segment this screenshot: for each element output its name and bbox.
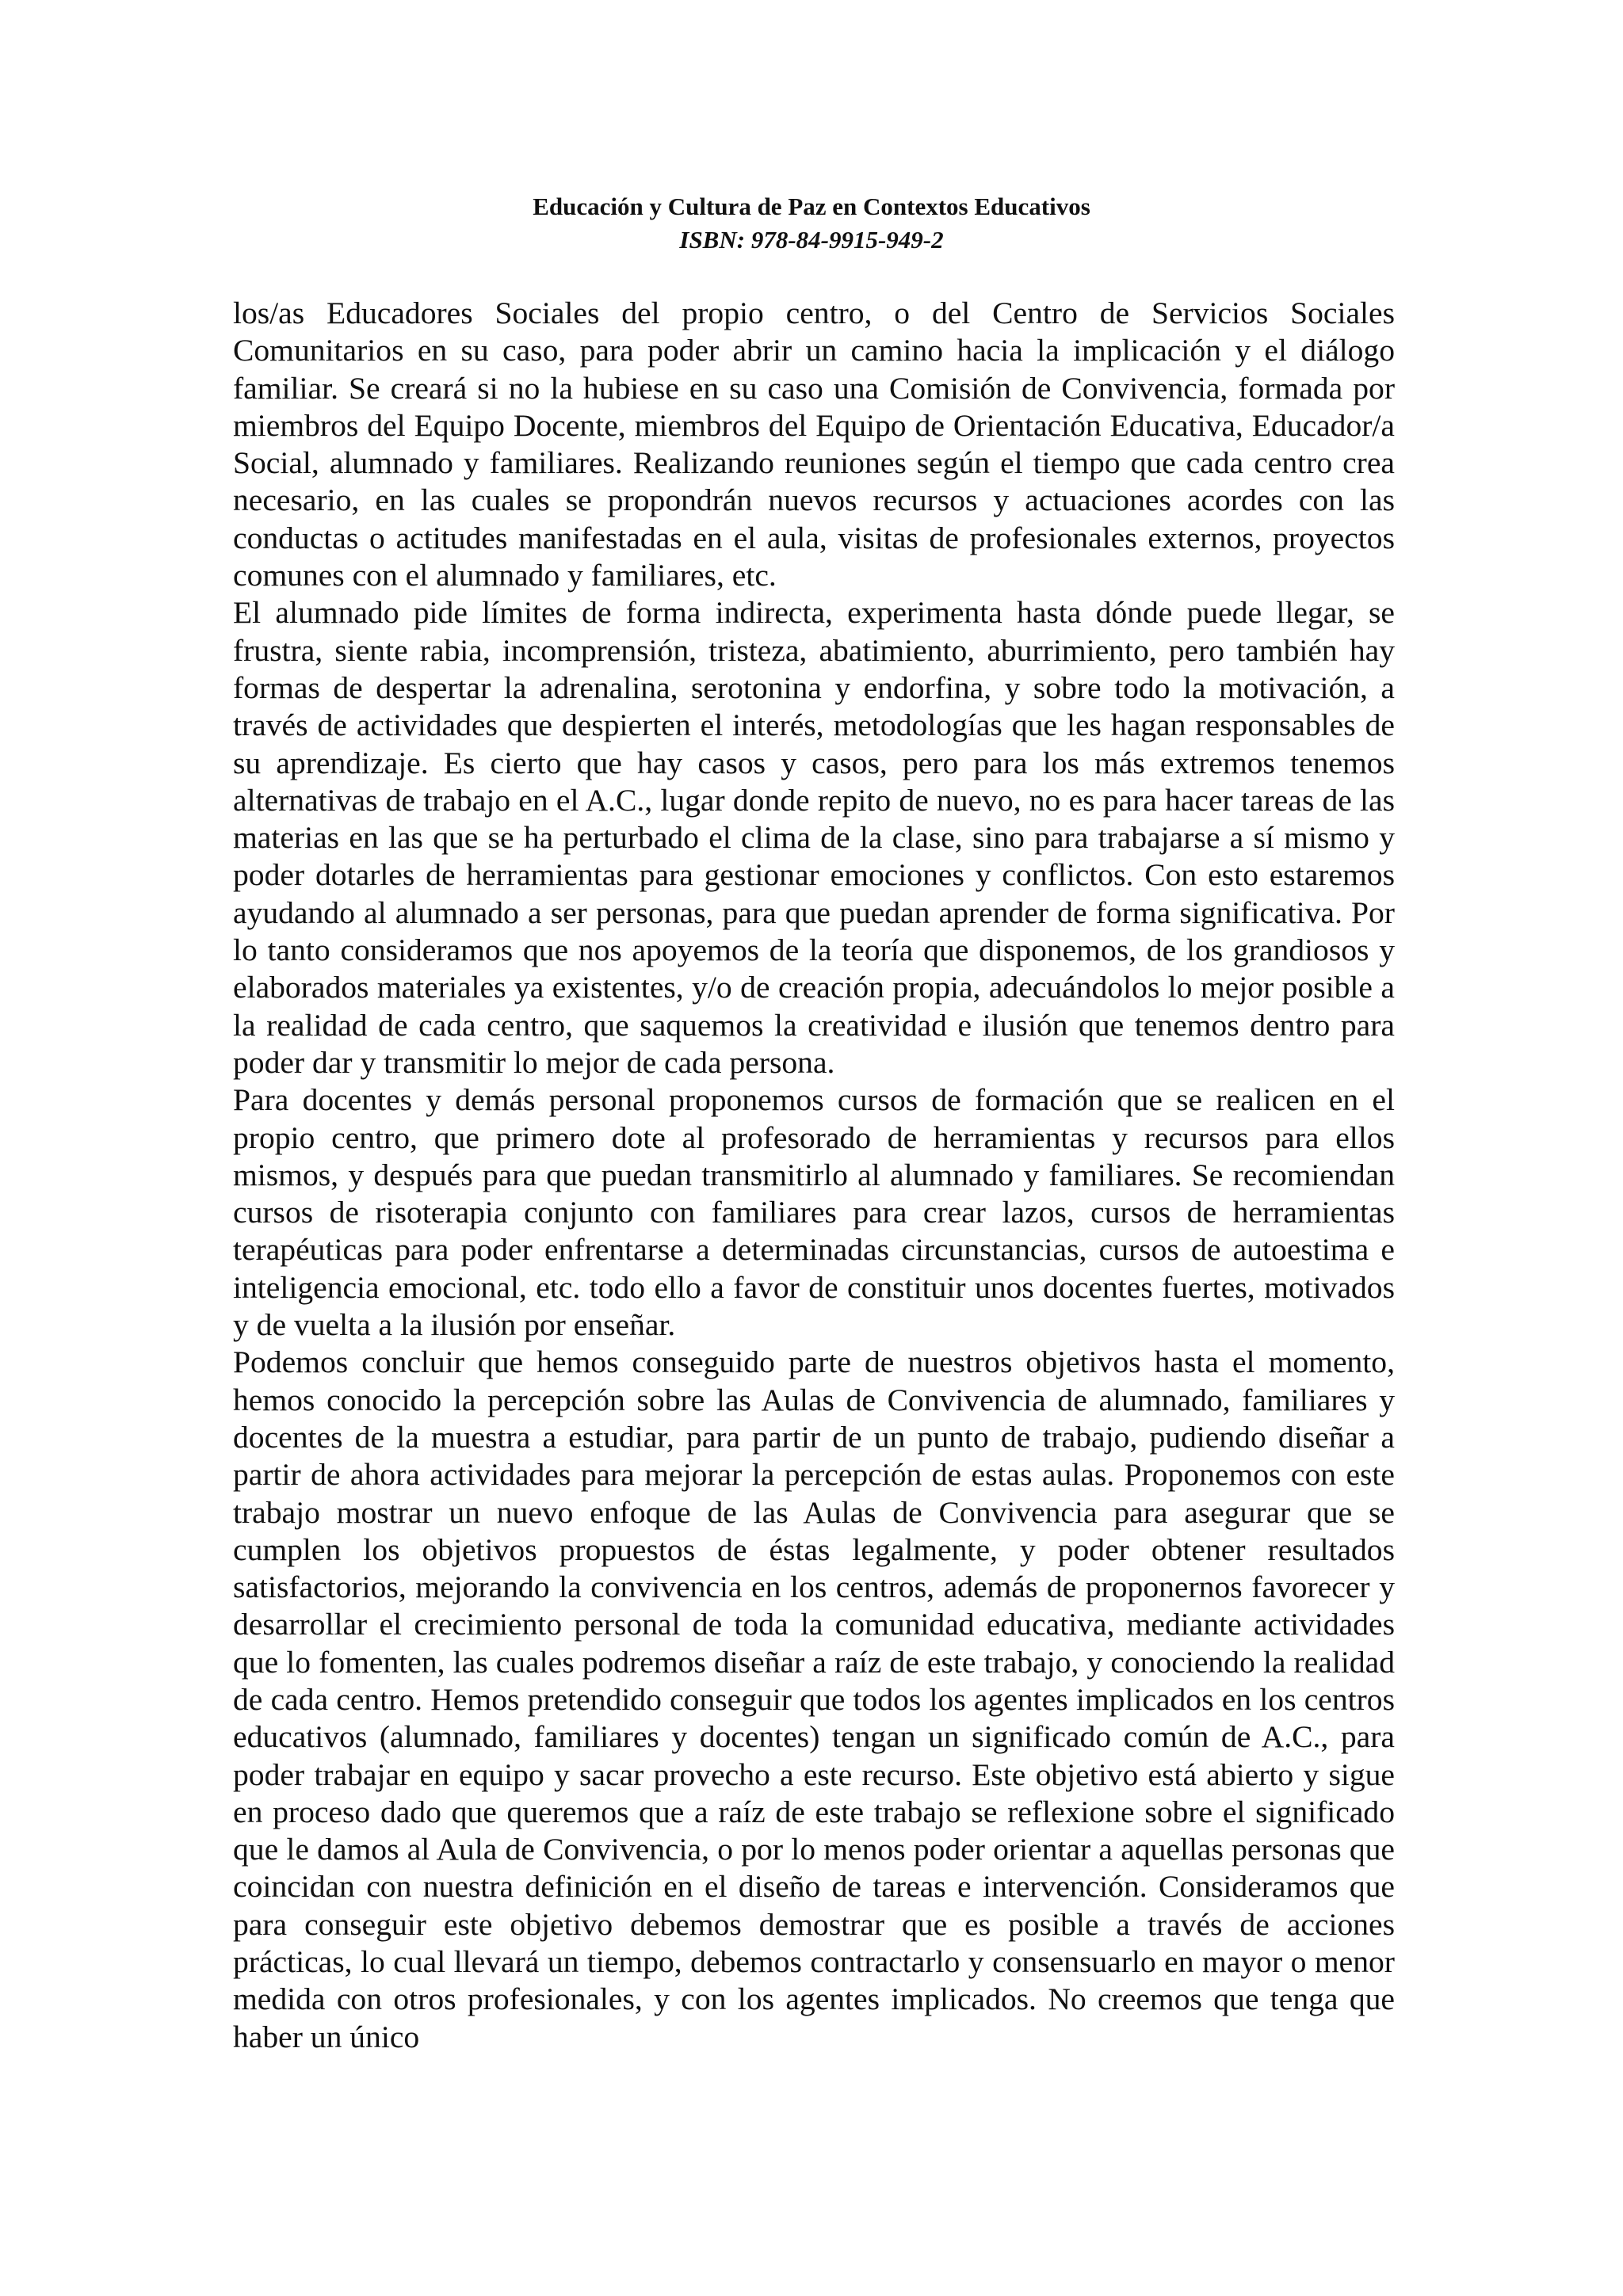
paragraph: Para docentes y demás personal proponemos cursos de formación que se realicen en el propio centro, que primero dote al profesorado de herramientas y recursos para ellos mismos, y después para que puedan transmitirlo al alumnado y familiares. Se recomiendan cursos de risoterapia conjunto con familiares para crear lazos, cursos de herramientas terapéuticas para poder enfrentarse a determinadas circunstancias, cursos de autoestima e inteligencia emocional, etc. todo ello a favor de constituir unos docentes fuertes, motivados y de vuelta a la ilusión por enseñar. bbox=[233, 1082, 1395, 1343]
paragraph: El alumnado pide límites de forma indirecta, experimenta hasta dónde puede llegar, se frustra, siente rabia, incomprensión, tristeza, abatimiento, aburrimiento, pero también hay formas de despertar la adrenalina, serotonina y endorfina, y sobre todo la motivación, a través de actividades que despierten el interés, metodologías que les hagan responsables de su aprendizaje. Es cierto que hay casos y casos, pero para los más extremos tenemos alternativas de trabajo en el A.C., lugar donde repito de nuevo, no es para hacer tareas de las materias en las que se ha perturbado el clima de la clase, sino para trabajarse a sí mismo y poder dotarles de herramientas para gestionar emociones y conflictos. Con esto estaremos ayudando al alumnado a ser personas, para que puedan aprender de forma significativa. Por lo tanto consideramos que nos apoyemos de la teoría que disponemos, de los grandiosos y elaborados materiales ya existentes, y/o de creación propia, adecuándolos lo mejor posible a la realidad de cada centro, que saquemos la creatividad e ilusión que tenemos dentro para poder dar y transmitir lo mejor de cada persona. bbox=[233, 595, 1395, 1080]
book-title: Educación y Cultura de Paz en Contextos Educativos bbox=[533, 193, 1090, 220]
paragraph: los/as Educadores Sociales del propio centro, o del Centro de Servicios Sociales Comunitarios en su caso, para poder abrir un camino hacia la implicación y el diálogo familiar. Se creará si no la hubiese en su caso una Comisión de Convivencia, formada por miembros del Equipo Docente, miembros del Equipo de Orientación Educativa, Educador/a Social, alumnado y familiares. Realizando reuniones según el tiempo que cada centro crea necesario, en las cuales se propondrán nuevos recursos y actuaciones acordes con las conductas o actitudes manifestadas en el aula, visitas de profesionales externos, proyectos comunes con el alumnado y familiares, etc. bbox=[233, 296, 1395, 593]
body-text bbox=[233, 295, 1395, 2056]
isbn-line: ISBN: 978-84-9915-949-2 bbox=[679, 226, 944, 254]
paragraph: Podemos concluir que hemos conseguido parte de nuestros objetivos hasta el momento, hemos conocido la percepción sobre las Aulas de Convivencia de alumnado, familiares y docentes de la muestra a estudiar, para partir de un punto de trabajo, pudiendo diseñar a partir de ahora actividades para mejorar la percepción de estas aulas. Proponemos con este trabajo mostrar un nuevo enfoque de las Aulas de Convivencia para asegurar que se cumplen los objetivos propuestos de éstas legalmente, y poder obtener resultados satisfactorios, mejorando la convivencia en los centros, además de proponernos favorecer y desarrollar el crecimiento personal de toda la comunidad educativa, mediante actividades que lo fomenten, las cuales podremos diseñar a raíz de este trabajo, y conociendo la realidad de cada centro. Hemos pretendido conseguir que todos los agentes implicados en los centros educativos (alumnado, familiares y docentes) tengan un significado común de A.C., para poder trabajar en equipo y sacar provecho a este recurso. Este objetivo está abierto y sigue en proceso dado que queremos que a raíz de este trabajo se reflexione sobre el significado que le damos al Aula de Convivencia, o por lo menos poder orientar a aquellas personas que coincidan con nuestra definición en el diseño de tareas e intervención. Consideramos que para conseguir este objetivo debemos demostrar que es posible a través de acciones prácticas, lo cual llevará un tiempo, debemos contractarlo y consensuarlo en mayor o menor medida con otros profesionales, y con los agentes implicados. No creemos que tenga que haber un único bbox=[233, 1344, 1395, 2054]
running-header bbox=[0, 190, 1623, 257]
